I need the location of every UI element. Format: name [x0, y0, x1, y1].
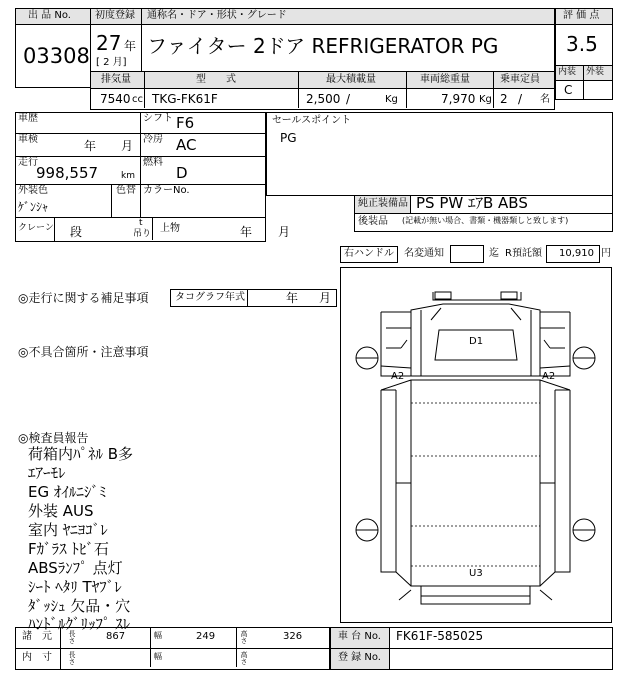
inspector-item: ﾊﾝﾄﾞﾙｸﾞﾘｯﾌﾟ ｽﾚ: [28, 615, 131, 633]
chassis-label: 車 台 No.: [338, 631, 381, 642]
tacho-label: タコグラフ年式: [175, 292, 245, 303]
equipment-label: 純正装備品: [358, 198, 408, 209]
width-label: 幅: [154, 631, 162, 640]
reg-label: 登 録 No.: [338, 652, 381, 663]
inner-row: [15, 648, 330, 670]
ac-value: AC: [176, 136, 197, 154]
grade-value: 3.5: [566, 32, 598, 56]
displacement-value: 7540: [100, 92, 131, 106]
inspector-item: Fｶﾞﾗｽ ﾄﾋﾞ石: [28, 540, 109, 558]
spec-col: [144, 71, 145, 108]
upper-label: 上物: [160, 223, 180, 234]
interior-label: 内装: [558, 67, 577, 77]
damage-mark-left: A2: [391, 371, 405, 382]
name-change-box: [450, 245, 484, 263]
lot-label: 出 品 No.: [28, 10, 71, 21]
height-label: 高さ: [240, 630, 248, 644]
shift-value: F6: [176, 114, 195, 132]
gross-unit: Kg: [479, 94, 492, 105]
spec-label-row: [90, 71, 555, 89]
inspector-item: 室内 ﾔﾆﾖｺﾞﾚ: [28, 521, 108, 539]
displacement-unit: cc: [132, 94, 143, 105]
first-reg-label: 初度登録: [95, 10, 135, 21]
exterior-label: 外装: [586, 67, 605, 77]
gross-label: 車両総重量: [420, 74, 470, 85]
grade-label: 評 価 点: [563, 10, 600, 21]
fuel-label: 燃料: [143, 157, 163, 168]
dims-label: 諸 元: [22, 631, 52, 642]
inspector-item: ｴｱｰﾓﾚ: [28, 464, 66, 482]
length-label: 長さ: [68, 630, 76, 644]
tax-unit: 円: [601, 248, 611, 259]
color-no-label: カラーNo.: [143, 185, 190, 196]
lot-number: 03308: [23, 44, 90, 68]
crane-label: クレーン: [18, 223, 54, 233]
damage-mark-rear: U3: [469, 568, 483, 579]
inspector-item: 荷箱内ﾊﾟﾈﾙ B多: [28, 445, 134, 463]
capacity-value: 2: [500, 92, 508, 106]
shift-label: シフト: [143, 113, 173, 124]
spec-col: [406, 71, 407, 108]
load-unit: Kg: [385, 94, 398, 105]
interior-value: C: [564, 83, 573, 97]
damage-mark-right: A2: [542, 371, 556, 382]
mileage-value: 998,557: [36, 164, 99, 182]
name-label: 通称名・ドア・形状・グレード: [147, 10, 287, 21]
inner-length-label: 長さ: [68, 651, 76, 665]
model-label: 型 式: [196, 74, 236, 85]
name-change-label: 名変通知: [404, 248, 444, 259]
inspection-label: 車検: [18, 134, 38, 145]
aftermarket-note: (記載が無い場合、書類・機器類しと致します): [402, 216, 569, 225]
car-name: ファイター 2ドア REFRIGERATOR PG: [147, 34, 499, 58]
inspector-label: ◎検査員報告: [18, 431, 89, 445]
crane-stage: 段: [70, 225, 83, 239]
inner-width-label: 幅: [154, 652, 162, 661]
upper-month-unit: 月: [278, 225, 291, 239]
capacity-unit: 名: [540, 94, 550, 105]
crane-ton-top: t: [139, 218, 143, 228]
damage-mark-front: D1: [469, 336, 484, 347]
tax-r-label: R預託額: [505, 248, 542, 259]
first-reg-month: [ 2 月]: [96, 57, 127, 68]
ac-label: 冷房: [143, 134, 163, 145]
capacity-label: 乗車定員: [500, 74, 540, 85]
upper-sep: [152, 217, 153, 240]
width-value: 249: [196, 631, 216, 642]
inspector-item: ｼｰﾄ ﾍﾀﾘ Tﾔﾌﾞﾚ: [28, 578, 122, 596]
spec-col: [493, 71, 494, 108]
sales-point-label: セールスポイント: [272, 115, 352, 126]
inspection-year-unit: 年: [84, 139, 97, 153]
height-value: 326: [283, 631, 303, 642]
gross-value: 7,970: [441, 92, 476, 106]
chassis-value: FK61F-585025: [396, 629, 484, 643]
load-sep: /: [346, 92, 351, 106]
crane-ton: 吊り: [133, 229, 152, 239]
tacho-month-unit: 月: [319, 291, 332, 305]
inner-label: 内 寸: [22, 652, 52, 663]
equipment-value: PS PW ｴｱB ABS: [416, 194, 528, 212]
displacement-label: 排気量: [101, 74, 131, 85]
inspector-item: EG ｵｲﾙﾆｼﾞﾐ: [28, 483, 107, 501]
inspector-item: ﾀﾞｯｼｭ 欠品・穴: [28, 597, 131, 615]
spec-col: [298, 71, 299, 108]
length-value: 867: [106, 631, 126, 642]
defects-label: ◎不具合箇所・注意事項: [18, 345, 149, 359]
inspector-item: 外装 AUS: [28, 502, 94, 520]
mileage-unit: km: [121, 171, 135, 181]
tacho-year-unit: 年: [286, 291, 299, 305]
model-value: TKG-FK61F: [152, 92, 218, 106]
handle-value: 右ハンドル: [344, 248, 394, 259]
aftermarket-label: 後装品: [358, 216, 388, 227]
inner-height-label: 高さ: [240, 651, 248, 665]
tax-value: 10,910: [559, 248, 594, 259]
inspector-item: ABSﾗﾝﾌﾟ 点灯: [28, 559, 123, 577]
first-reg-year: 27: [96, 31, 122, 55]
mileage-label: 走行: [18, 157, 38, 168]
sales-point-value: PG: [280, 131, 297, 145]
inspection-month-unit: 月: [121, 139, 134, 153]
color-value: ｹﾞﾝｼｬ: [18, 200, 49, 214]
history-label: 車歴: [18, 113, 38, 124]
color-change-label: 色替: [116, 185, 136, 196]
capacity-sep: /: [518, 92, 523, 106]
load-label: 最大積載量: [326, 74, 376, 85]
upper-year-unit: 年: [240, 225, 253, 239]
fuel-value: D: [176, 164, 188, 182]
running-remarks-label: ◎走行に関する補足事項: [18, 291, 149, 305]
load-value: 2,500: [306, 92, 341, 106]
first-reg-year-unit: 年: [124, 39, 137, 53]
tax-label: 迄: [489, 248, 499, 259]
exterior-value-cell: [583, 80, 613, 100]
color-label: 外装色: [18, 185, 48, 196]
